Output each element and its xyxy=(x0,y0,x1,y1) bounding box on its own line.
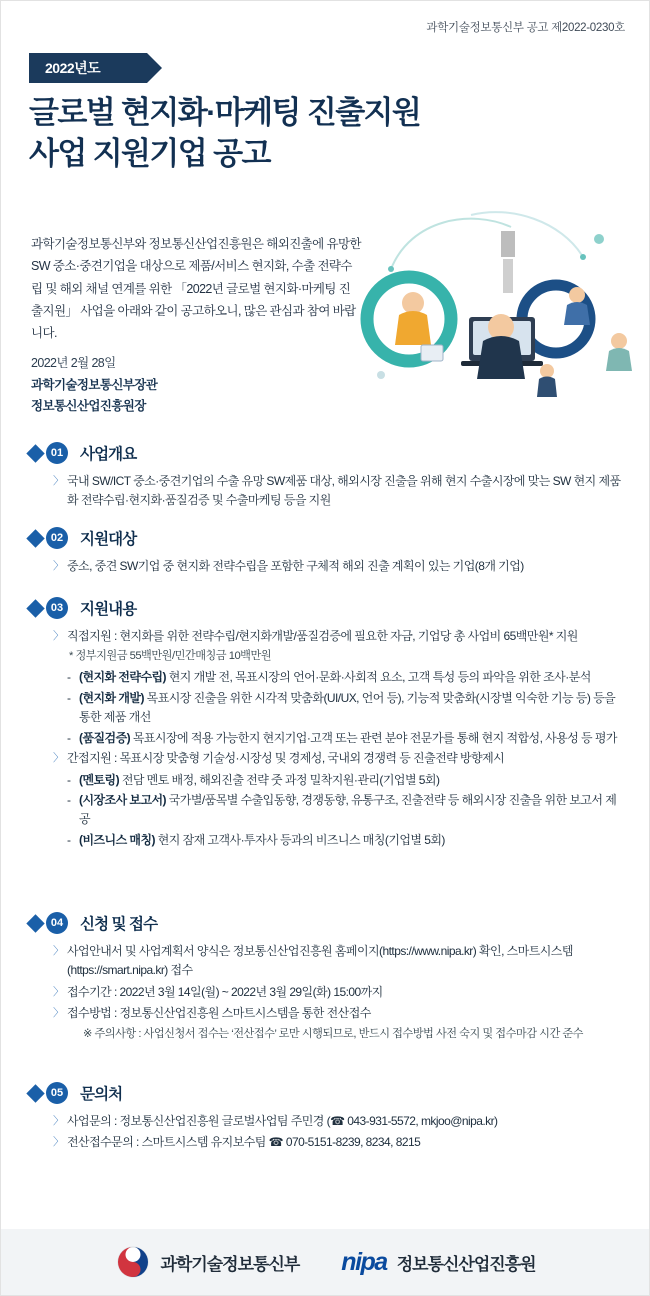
dash-icon: - xyxy=(67,792,71,807)
year-badge xyxy=(29,53,147,83)
list-item: 〉 사업안내서 및 사업계획서 양식은 정보통신산업진흥원 홈페이지(https://www.nipa.kr) 확인, 스마트시스템(https://smart.nipa.kr) 접수 xyxy=(53,944,573,978)
section-number: 04 xyxy=(46,912,68,934)
section-02-body xyxy=(27,557,627,576)
section-04-header xyxy=(27,911,627,935)
section-01-header xyxy=(27,441,627,465)
ministry-logo-group xyxy=(116,1245,299,1279)
bullet-arrow-icon: 〉 xyxy=(53,945,64,957)
diamond-icon xyxy=(26,1084,44,1102)
issuing-org-ministry: 과학기술정보통신부장관 xyxy=(31,377,158,392)
list-item: 〉 접수방법 : 정보통신산업진흥원 스마트시스템을 통한 전산접수 xyxy=(53,1004,627,1023)
bullet-arrow-icon: 〉 xyxy=(53,752,64,765)
section-05-body xyxy=(27,1112,627,1153)
list-item: 〉 전산접수문의 : 스마트시스템 유지보수팀 ☎ 070-5151-8239, 8234, 8215 xyxy=(53,1133,627,1152)
section-04 xyxy=(27,911,627,1046)
keyword: (비즈니스 매칭) xyxy=(79,832,155,847)
section-number: 01 xyxy=(46,442,68,464)
section-title: 문의처 xyxy=(80,1086,123,1103)
footer xyxy=(1,1229,650,1295)
section-02 xyxy=(27,526,627,578)
list-item: 〉 접수기간 : 2022년 3월 14일(월) ~ 2022년 3월 29일(화) 15:00까지 xyxy=(53,983,627,1002)
bullet-arrow-icon: 〉 xyxy=(53,1136,64,1149)
notice-number: 과학기술정보통신부 공고 제2022-0230호 xyxy=(426,22,625,34)
dash-icon: - xyxy=(67,690,71,705)
year-badge-label: 2022년도 xyxy=(45,60,101,76)
sub-list-item: - (현지화 전략수립) 현지 개발 전, 목표시장의 언어·문화·사회적 요소, 고객 특성 등의 파악을 위한 조사·분석 xyxy=(67,668,627,687)
sub-list-item: - (품질검증) 목표시장에 적용 가능한지 현지기업·고객 또는 관련 분야 전문가를 통해 현지 적합성, 사용성 등 평가 xyxy=(67,729,627,748)
keyword: (품질검증) xyxy=(79,730,131,745)
list-item: 〉 국내 SW/ICT 중소·중견기업의 수출 유망 SW제품 대상, 해외시장 진출을 위해 현지 수출시장에 맞는 SW 현지 제품화 전략수립·현지화·품질검증 및 수출마케팅 등을 지원 xyxy=(53,474,621,508)
section-01 xyxy=(27,441,627,513)
bullet-arrow-icon: 〉 xyxy=(53,630,64,642)
section-05 xyxy=(27,1081,627,1155)
page-title-line1: 글로벌 현지화·마케팅 진출지원 xyxy=(29,95,421,130)
nipa-name: 정보통신산업진흥원 xyxy=(396,1254,536,1274)
page-title xyxy=(29,93,629,175)
section-title: 사업개요 xyxy=(80,446,137,463)
issuing-org-nipa: 정보통신산업진흥원장 xyxy=(31,399,146,413)
list-item: 〉 중소, 중견 SW기업 중 현지화 전략수립을 포함한 구체적 해외 진출 계획이 있는 기업(8개 기업) xyxy=(53,557,627,576)
section-03-body xyxy=(27,627,627,850)
taegeuk-icon xyxy=(116,1245,150,1279)
bullet-arrow-icon: 〉 xyxy=(53,560,64,572)
nipa-logo-group xyxy=(341,1248,535,1277)
diamond-icon xyxy=(26,914,44,932)
list-item: 〉 사업문의 : 정보통신산업진흥원 글로벌사업팀 주민경 (☎ 043-931-5572, mkjoo@nipa.kr) xyxy=(53,1112,627,1131)
list-item: 〉 직접지원 : 현지화를 위한 전략수립/현지화개발/품질검증에 필요한 자금, 기업당 총 사업비 65백만원* 지원 xyxy=(53,627,627,646)
section-title: 지원대상 xyxy=(80,531,137,548)
section-title: 신청 및 접수 xyxy=(80,916,158,933)
dash-icon: - xyxy=(67,670,71,685)
keyword: (현지화 전략수립) xyxy=(79,670,166,685)
section-number: 03 xyxy=(46,597,68,619)
section-04-body xyxy=(27,942,627,1044)
keyword: (멘토링) xyxy=(79,772,120,787)
dash-icon: - xyxy=(67,730,71,745)
section-03 xyxy=(27,596,627,851)
dash-icon: - xyxy=(67,832,71,847)
section-title: 지원내용 xyxy=(80,601,137,618)
diamond-icon xyxy=(26,599,44,617)
section-01-body xyxy=(27,472,627,511)
ministry-name: 과학기술정보통신부 xyxy=(160,1254,300,1274)
sub-list-item: - (비즈니스 매칭) 현지 잠재 고객사·투자사 등과의 비즈니스 매칭(기업별 5회) xyxy=(67,831,627,850)
section-03-header xyxy=(27,596,627,620)
business-illustration xyxy=(351,199,641,409)
bullet-arrow-icon: 〉 xyxy=(53,1007,64,1020)
section-02-header xyxy=(27,526,627,550)
nipa-wordmark: nipa xyxy=(341,1247,387,1276)
keyword: (시장조사 보고서) xyxy=(79,792,166,807)
section-number: 02 xyxy=(46,527,68,549)
bullet-arrow-icon: 〉 xyxy=(53,985,64,998)
diamond-icon xyxy=(26,444,44,462)
dash-icon: - xyxy=(67,772,71,787)
signature-block xyxy=(31,353,371,418)
section-05-header xyxy=(27,1081,627,1105)
sub-list-item: - (멘토링) 전담 멘토 배정, 해외진출 전략 줏 과정 밀착지원·관리(기업별 5회) xyxy=(67,771,627,790)
notice-date: 2022년 2월 28일 xyxy=(31,356,116,370)
sub-list-item: - (시장조사 보고서) 국가별/품목별 수출입동향, 경쟁동향, 유통구조, 진출전략 등 해외시장 진출을 위한 보고서 제공 xyxy=(67,792,617,827)
bullet-arrow-icon: 〉 xyxy=(53,1115,64,1127)
sub-list-item: - (현지화 개발) 목표시장 진출을 위한 시각적 맞춤화(UI/UX, 언어 등), 기능적 맞춤화(시장별 익숙한 기능 등) 등을 통한 제품 개선 xyxy=(67,690,616,725)
section-number: 05 xyxy=(46,1082,68,1104)
bullet-arrow-icon: 〉 xyxy=(53,475,64,487)
list-item: 〉 간접지원 : 목표시장 맞춤형 기술성·시장성 및 경제성, 국내외 경쟁력 등 진출전략 방향제시 xyxy=(53,749,627,768)
keyword: (현지화 개발) xyxy=(79,690,144,705)
caution-note: ※ 주의사항 : 사업신청서 접수는 ‘전산접수’ 로만 시행되므로, 반드시 접수방법 사전 숙지 및 접수마감 시간 준수 xyxy=(83,1027,583,1040)
intro-paragraph: 과학기술정보통신부와 정보통신산업진흥원은 해외진출에 유망한 SW 중소·중견기업을 대상으로 제품/서비스 현지화, 수출 전략수립 및 해외 채널 연계를 위한 「2022년 글로벌 현지화·마케팅 진출지원」 사업을 아래와 같이 공고하오니, 많은 관심과 참여 바랍니다. xyxy=(31,237,361,340)
diamond-icon xyxy=(26,529,44,547)
page-title-line2: 사업 지원기업 공고 xyxy=(29,135,270,171)
list-note: * 정부지원금 55백만원/민간매칭금 10백만원 xyxy=(69,650,272,663)
